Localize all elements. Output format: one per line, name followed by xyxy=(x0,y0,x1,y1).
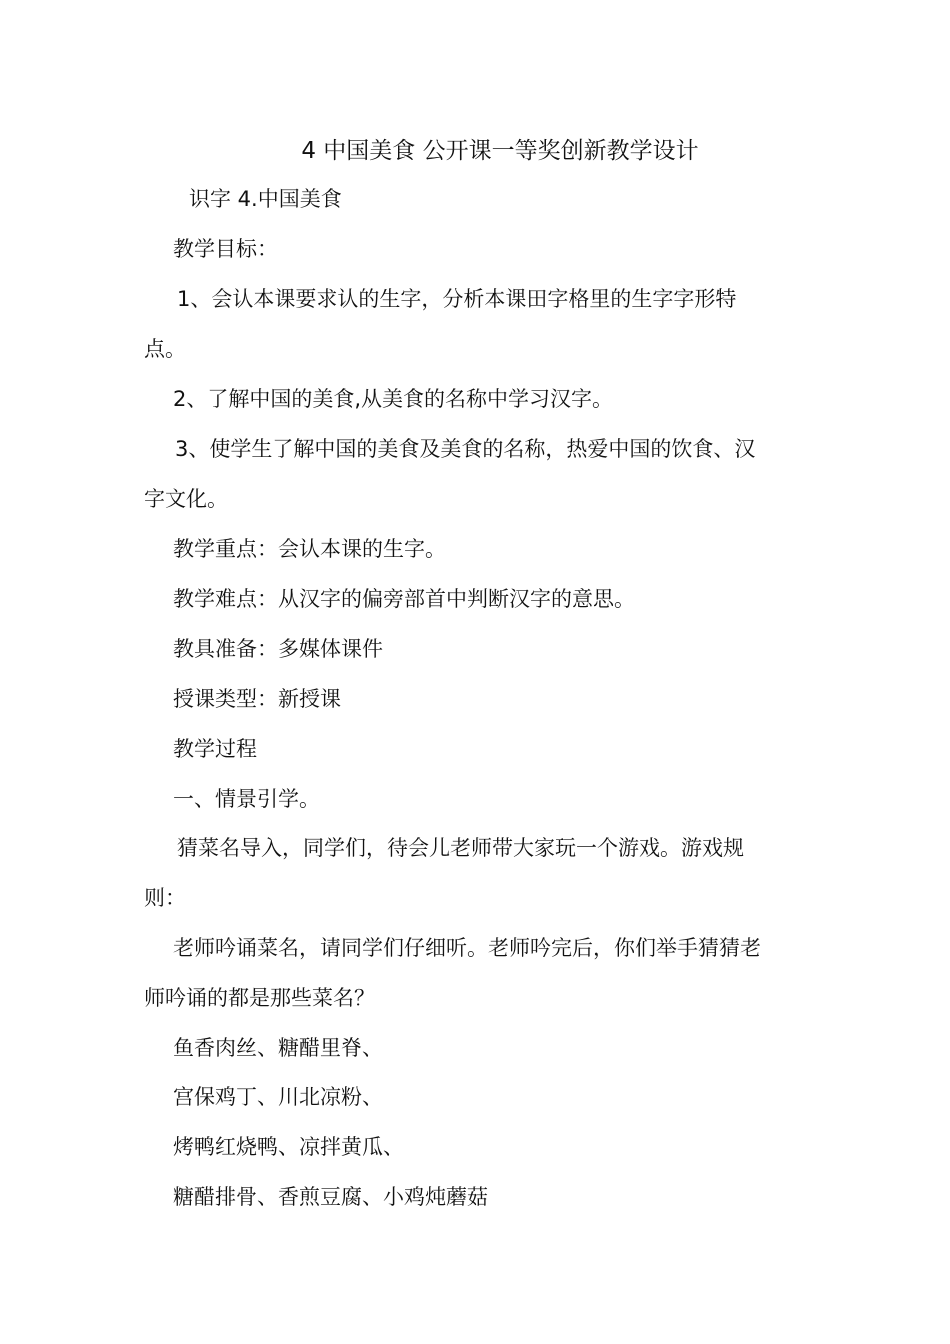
difficulty: 教学难点：从汉字的偏旁部首中判断汉字的意思。 xyxy=(173,587,635,611)
objective-1-line-1: 1、会认本课要求认的生字，分析本课田字格里的生字字形特 xyxy=(177,287,737,311)
lesson-type: 授课类型：新授课 xyxy=(173,687,341,711)
paragraph-1-line-2: 则： xyxy=(144,886,186,910)
document-title: 4 中国美食 公开课一等奖创新教学设计 xyxy=(301,138,699,164)
dish-list-line-1: 鱼香肉丝、糖醋里脊、 xyxy=(173,1036,383,1060)
section-1-heading: 一、情景引学。 xyxy=(173,787,320,811)
paragraph-2-line-1: 老师吟诵菜名，请同学们仔细听。老师吟完后，你们举手猜猜老 xyxy=(173,936,761,960)
dish-list-line-2: 宫保鸡丁、川北凉粉、 xyxy=(173,1085,383,1109)
objective-3-line-2: 字文化。 xyxy=(144,487,228,511)
lesson-subtitle: 识字 4.中国美食 xyxy=(189,187,342,211)
materials: 教具准备：多媒体课件 xyxy=(173,637,383,661)
paragraph-2-line-2: 师吟诵的都是那些菜名？ xyxy=(144,986,375,1010)
objective-3-line-1: 3、使学生了解中国的美食及美食的名称，热爱中国的饮食、汉 xyxy=(175,437,756,461)
objective-1-line-2: 点。 xyxy=(144,337,186,361)
objective-2: 2、了解中国的美食,从美食的名称中学习汉字。 xyxy=(173,387,614,411)
dish-list-line-3: 烤鸭红烧鸭、凉拌黄瓜、 xyxy=(173,1135,404,1159)
objectives-heading: 教学目标： xyxy=(173,237,278,261)
paragraph-1-line-1: 猜菜名导入，同学们，待会儿老师带大家玩一个游戏。游戏规 xyxy=(177,836,744,860)
process-heading: 教学过程 xyxy=(173,737,257,761)
dish-list-line-4: 糖醋排骨、香煎豆腐、小鸡炖蘑菇 xyxy=(173,1185,488,1209)
key-point: 教学重点：会认本课的生字。 xyxy=(173,537,446,561)
